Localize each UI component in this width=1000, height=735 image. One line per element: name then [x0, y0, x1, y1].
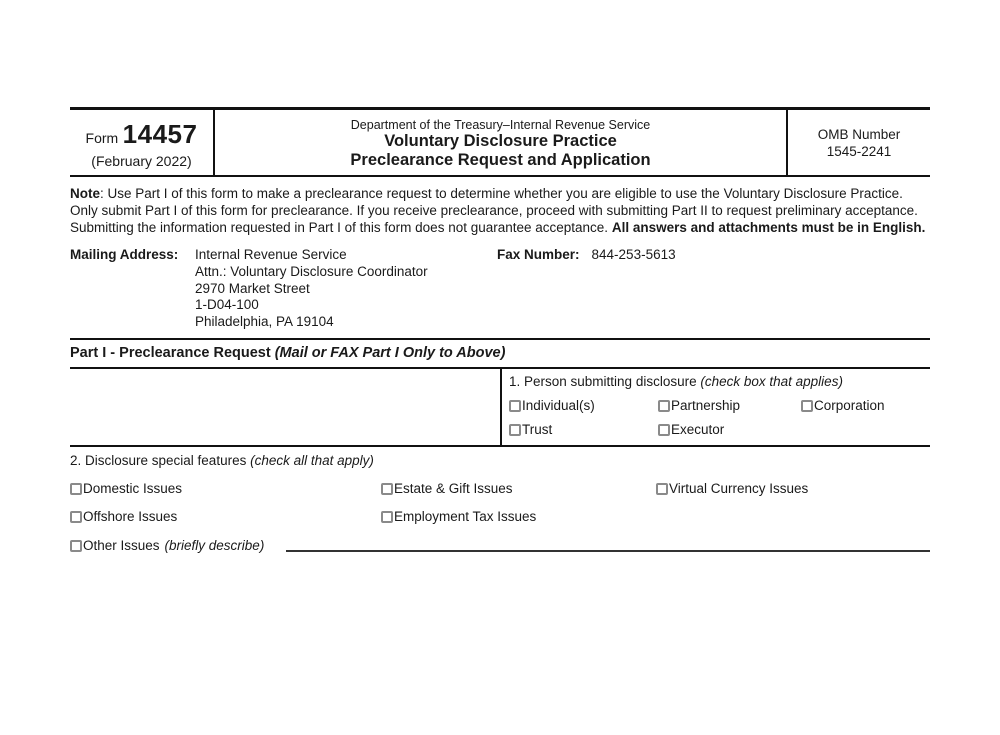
omb-block [788, 110, 930, 175]
checkbox-individuals[interactable] [509, 400, 521, 412]
form-title-block [215, 110, 788, 175]
checkbox-item-estate-gift-issues[interactable] [381, 481, 656, 496]
note-label: Note [70, 186, 100, 201]
checkbox-item-individuals[interactable] [509, 398, 658, 413]
address-line: Internal Revenue Service [195, 246, 347, 262]
checkbox-label-employment-tax-issues: Employment Tax Issues [394, 509, 537, 525]
checkbox-executor[interactable] [658, 424, 670, 436]
question1-label: 1. Person submitting disclosure [509, 374, 697, 390]
form-title-line2: Preclearance Request and Application [350, 151, 651, 169]
omb-label: OMB Number [817, 126, 901, 142]
address-line: 2970 Market Street [195, 280, 310, 296]
address-line: Philadelphia, PA 19104 [195, 314, 334, 330]
checkbox-label-offshore-issues: Offshore Issues [83, 509, 178, 525]
checkbox-item-other-issues[interactable] [70, 538, 264, 553]
checkbox-label-partnership: Partnership [671, 398, 741, 414]
form-14457-page [70, 107, 930, 553]
checkbox-offshore-issues[interactable] [70, 511, 82, 523]
checkbox-trust[interactable] [509, 424, 521, 436]
checkbox-label-estate-gift-issues: Estate & Gift Issues [394, 481, 513, 497]
checkbox-corporation[interactable] [801, 400, 813, 412]
question1-label-line [509, 374, 930, 389]
question1-cell [500, 369, 930, 445]
question2-label-line [70, 453, 930, 468]
question1-hint: (check box that applies) [700, 374, 843, 390]
checkbox-item-domestic-issues[interactable] [70, 481, 381, 496]
checkbox-item-employment-tax-issues[interactable] [381, 509, 656, 524]
part1-heading [70, 340, 930, 367]
checkbox-label-executor: Executor [671, 422, 725, 438]
note-body: : Use Part I of this form to make a preclearance request to determine whether you are eligible to use the Voluntary Disclosure Practice. Only submit Part I of this form for preclearance. If you receive preclearance, proceed with submitting Part II to request preliminary acceptance. Submitting the information requested in Part I of this form does not guarantee acceptance. [70, 186, 918, 235]
part1-heading-text: Part I - Preclearance Request [70, 345, 271, 362]
checkbox-partnership[interactable] [658, 400, 670, 412]
checkbox-label-virtual-currency-issues: Virtual Currency Issues [669, 481, 809, 497]
question1-options-row1 [509, 398, 930, 413]
question2-label: 2. Disclosure special features [70, 453, 247, 469]
checkbox-label-other-issues: Other Issues [83, 538, 160, 554]
fax-number-value: 844-253-5613 [591, 246, 676, 262]
form-word: Form [85, 130, 119, 146]
question2-section [70, 453, 930, 553]
checkbox-item-offshore-issues[interactable] [70, 509, 381, 524]
checkbox-item-corporation[interactable] [801, 398, 885, 413]
question1-row [70, 367, 930, 447]
question2-hint: (check all that apply) [250, 453, 374, 469]
fax-number-block [497, 247, 676, 264]
checkbox-estate-gift-issues[interactable] [381, 483, 393, 495]
form-header [70, 107, 930, 177]
checkbox-employment-tax-issues[interactable] [381, 511, 393, 523]
form-number: 14457 [122, 119, 198, 149]
checkbox-item-trust[interactable] [509, 422, 658, 437]
other-issues-hint: (briefly describe) [164, 538, 265, 554]
part1-heading-note: (Mail or FAX Part I Only to Above) [274, 345, 506, 362]
checkbox-item-executor[interactable] [658, 422, 801, 437]
address-line: Attn.: Voluntary Disclosure Coordinator [195, 263, 428, 279]
omb-number: 1545-2241 [826, 143, 892, 159]
checkbox-label-trust: Trust [522, 422, 553, 438]
mailing-address-block [70, 247, 930, 332]
agency-line: Department of the Treasury–Internal Revenue Service [350, 118, 651, 132]
checkbox-virtual-currency-issues[interactable] [656, 483, 668, 495]
form-title-line1: Voluntary Disclosure Practice [384, 132, 617, 150]
fax-number-label: Fax Number: [497, 246, 580, 262]
address-line: 1-D04-100 [195, 297, 259, 313]
question2-other-row [70, 538, 930, 553]
form-revision-date: (February 2022) [91, 153, 192, 169]
checkbox-other-issues[interactable] [70, 540, 82, 552]
checkbox-label-domestic-issues: Domestic Issues [83, 481, 183, 497]
checkbox-domestic-issues[interactable] [70, 483, 82, 495]
note-bold-tail: All answers and attachments must be in English. [611, 219, 926, 235]
question1-blank-cell [70, 369, 500, 445]
question2-options-row1 [70, 481, 930, 496]
checkbox-label-corporation: Corporation [814, 398, 885, 414]
checkbox-label-individuals: Individual(s) [522, 398, 595, 414]
note-paragraph [70, 186, 930, 237]
mailing-address-label: Mailing Address: [70, 246, 179, 262]
other-issues-write-line[interactable] [286, 538, 930, 552]
question1-options-row2 [509, 422, 930, 437]
form-number-line [70, 119, 213, 150]
checkbox-item-virtual-currency-issues[interactable] [656, 481, 808, 496]
question2-options-row2 [70, 509, 930, 524]
mailing-address-lines [195, 247, 428, 332]
checkbox-item-partnership[interactable] [658, 398, 801, 413]
form-number-block [70, 110, 215, 175]
